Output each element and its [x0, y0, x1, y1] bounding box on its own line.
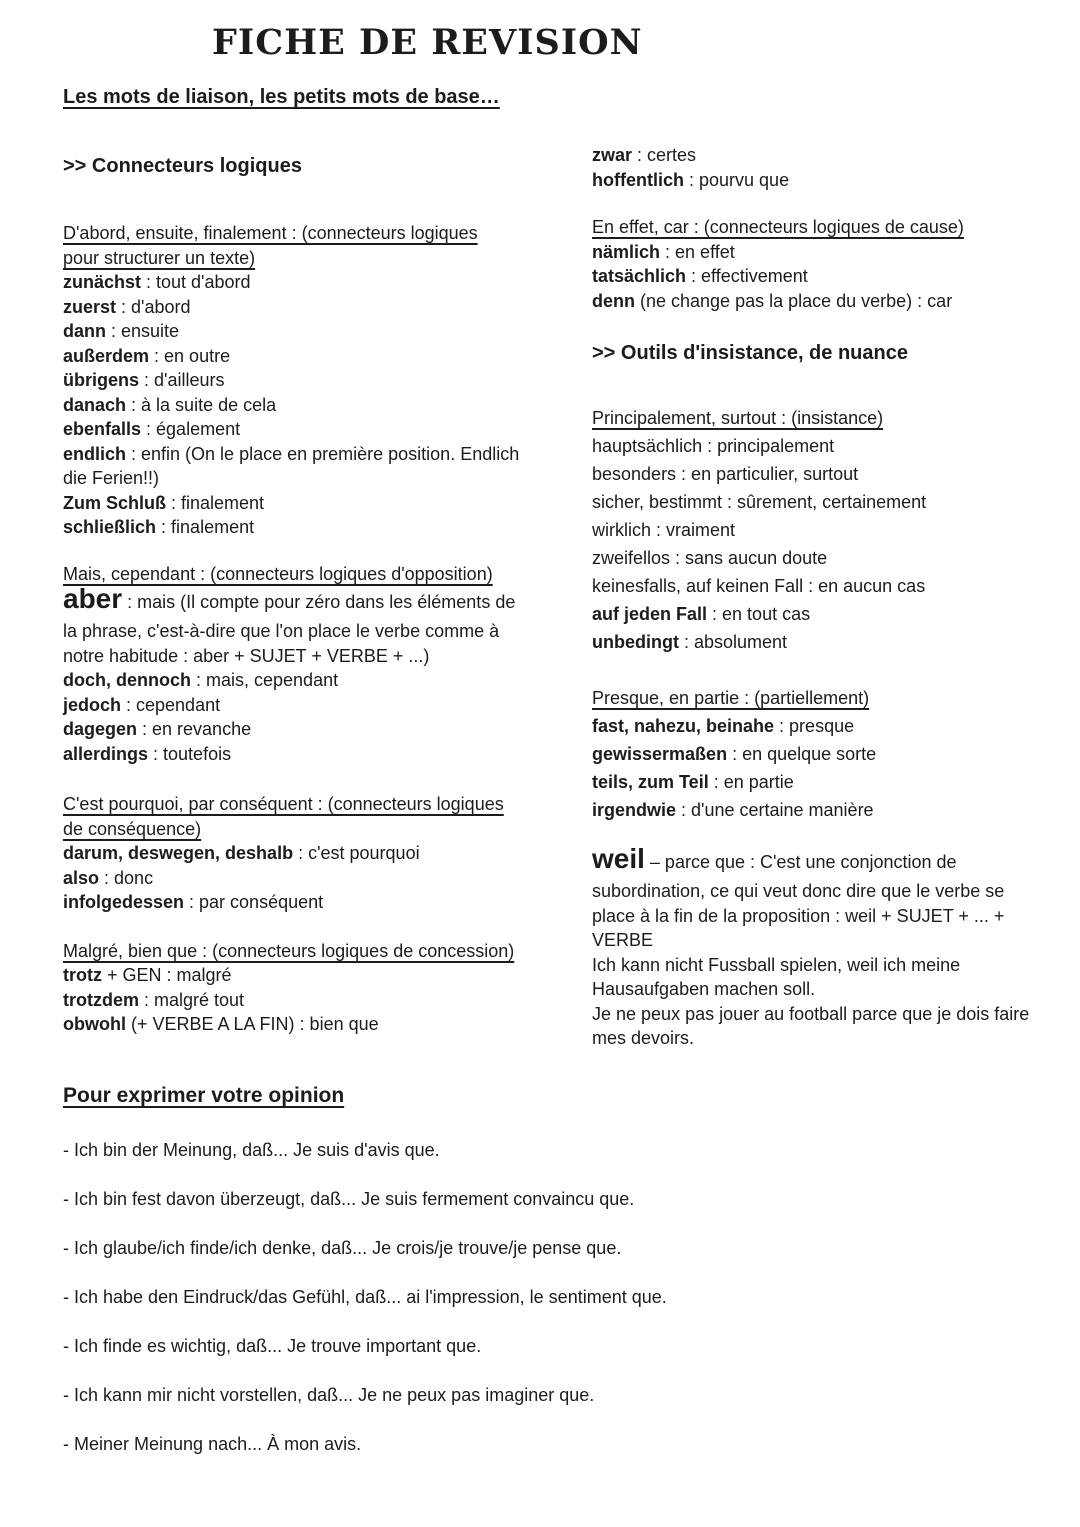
- text-segment: Ich kann nicht Fussball spielen, weil ich meine: [592, 954, 961, 975]
- text-line: [63, 1285, 1063, 1310]
- text-line: [63, 988, 558, 1013]
- text-segment: : tout d'abord: [141, 272, 251, 292]
- text-line: [592, 928, 1052, 953]
- text-segment: : donc: [99, 867, 154, 888]
- text-segment: mes devoirs.: [592, 1028, 695, 1048]
- text-segment: nämlich: [592, 241, 661, 262]
- text-line: [63, 841, 558, 866]
- text-line: [63, 742, 558, 767]
- text-line: [592, 168, 1052, 193]
- section-header: [592, 404, 1052, 432]
- text-line: [592, 544, 1052, 572]
- text-segment: endlich: [63, 443, 127, 464]
- left-column: [63, 153, 558, 1037]
- text-line: [592, 977, 1052, 1002]
- text-segment: : également: [141, 419, 241, 439]
- opinion-section: [63, 1082, 1063, 1457]
- text-segment: - Ich bin fest davon überzeugt, daß... Je suis fermement convaincu que.: [63, 1189, 635, 1209]
- text-line: [592, 340, 1052, 366]
- text-line: [592, 712, 1052, 740]
- text-segment: : absolument: [678, 632, 788, 652]
- text-segment: : par conséquent: [184, 892, 324, 912]
- section-header: [592, 215, 1052, 240]
- text-block: [63, 939, 558, 1037]
- text-segment: - Ich habe den Eindruck/das Gefühl, daß... ai l'impression, le sentiment que.: [63, 1287, 667, 1307]
- section-header: [63, 246, 558, 271]
- text-segment: Presque, en partie : (partiellement): [592, 688, 870, 708]
- section-header: [63, 939, 558, 964]
- text-line: [63, 491, 558, 516]
- text-line: [592, 796, 1052, 824]
- text-line: [592, 143, 1052, 168]
- text-line: [63, 270, 558, 295]
- text-line: [63, 344, 558, 369]
- document-title: FICHE DE REVISION: [212, 22, 643, 63]
- column-heading: [592, 340, 1052, 366]
- text-segment: die Ferien!!): [63, 468, 160, 488]
- text-segment: allerdings: [63, 743, 149, 764]
- section-header: [63, 792, 558, 817]
- text-segment: notre habitude : aber + SUJET + VERBE + ...): [63, 645, 430, 666]
- text-segment: pour structurer un texte): [63, 247, 256, 268]
- text-segment: zwar: [592, 145, 633, 165]
- text-segment: - Ich finde es wichtig, daß... Je trouve important que.: [63, 1336, 482, 1356]
- text-segment: Mais, cependant : (connecteurs logiques d'opposition): [63, 563, 493, 584]
- text-segment: En effet, car : (connecteurs logiques de cause): [592, 217, 964, 237]
- text-line: [592, 1026, 1052, 1051]
- text-segment: keinesfalls, auf keinen Fall : en aucun cas: [592, 576, 926, 596]
- text-segment: : en partie: [708, 772, 794, 792]
- text-segment: unbedingt: [592, 632, 679, 652]
- text-segment: de conséquence): [63, 818, 202, 839]
- text-segment: : en tout cas: [707, 604, 811, 624]
- column-heading: [63, 153, 558, 179]
- text-line: [63, 295, 558, 320]
- text-segment: Zum Schluß: [63, 492, 166, 513]
- text-line: [592, 460, 1052, 488]
- text-line: [592, 628, 1052, 656]
- text-segment: danach: [63, 394, 127, 415]
- text-line: [63, 442, 558, 467]
- text-segment: aber: [63, 583, 123, 614]
- section-header: [592, 684, 1052, 712]
- text-block: [63, 792, 558, 915]
- text-line: [592, 240, 1052, 265]
- text-line: [592, 516, 1052, 544]
- text-segment: : malgré tout: [139, 989, 245, 1010]
- text-line: [63, 393, 558, 418]
- text-block: [592, 143, 1052, 192]
- text-segment: - Ich glaube/ich finde/ich denke, daß... Je crois/je trouve/je pense que.: [63, 1238, 622, 1258]
- text-segment: : ensuite: [106, 321, 180, 341]
- text-segment: zweifellos : sans aucun doute: [592, 548, 828, 568]
- text-line: [592, 572, 1052, 600]
- text-segment: wirklich : vraiment: [592, 520, 736, 540]
- text-segment: obwohl: [63, 1014, 126, 1034]
- text-block: [592, 404, 1052, 656]
- section-header: [63, 221, 558, 246]
- text-segment: dann: [63, 321, 106, 341]
- text-line: [63, 1383, 1063, 1408]
- text-segment: zuerst: [63, 296, 117, 317]
- text-segment: fast, nahezu, beinahe: [592, 716, 775, 736]
- text-block: [592, 215, 1052, 313]
- text-segment: übrigens: [63, 370, 140, 390]
- text-segment: : mais, cependant: [191, 670, 339, 690]
- text-line: [63, 583, 558, 619]
- text-segment: Je ne peux pas jouer au football parce que je dois faire: [592, 1003, 1030, 1024]
- text-segment: Principalement, surtout : (insistance): [592, 408, 884, 428]
- text-segment: hauptsächlich : principalement: [592, 436, 835, 456]
- text-segment: : c'est pourquoi: [293, 843, 420, 863]
- text-segment: : d'ailleurs: [139, 370, 225, 390]
- document-subtitle: Les mots de liaison, les petits mots de base…: [63, 86, 500, 108]
- text-line: [592, 953, 1052, 978]
- text-segment: VERBE: [592, 930, 654, 950]
- text-line: [592, 600, 1052, 628]
- text-line: [63, 963, 558, 988]
- text-block: [63, 562, 558, 767]
- text-segment: darum, deswegen, deshalb: [63, 843, 294, 863]
- text-segment: jedoch: [63, 694, 122, 715]
- text-segment: außerdem: [63, 345, 150, 366]
- text-line: [63, 1138, 1063, 1163]
- text-line: [592, 488, 1052, 516]
- text-segment: schließlich: [63, 517, 157, 537]
- text-segment: : en quelque sorte: [727, 744, 877, 764]
- text-line: [63, 466, 558, 491]
- text-segment: dagegen: [63, 719, 138, 739]
- text-line: [63, 866, 558, 891]
- text-segment: irgendwie: [592, 800, 677, 820]
- text-segment: : finalement: [166, 492, 265, 513]
- text-segment: sicher, bestimmt : sûrement, certainement: [592, 492, 927, 512]
- text-segment: : presque: [774, 716, 855, 736]
- text-segment: - Ich kann mir nicht vorstellen, daß... Je ne peux pas imaginer que.: [63, 1385, 595, 1405]
- section-header: [63, 1082, 1063, 1110]
- text-segment: infolgedessen: [63, 892, 185, 912]
- text-line: [63, 153, 558, 179]
- text-line: [592, 432, 1052, 460]
- section-header: [63, 562, 558, 587]
- text-line: [592, 879, 1052, 904]
- text-block: [592, 684, 1052, 824]
- text-segment: : certes: [632, 145, 697, 165]
- text-segment: ebenfalls: [63, 419, 142, 439]
- text-line: [63, 515, 558, 540]
- text-line: [63, 319, 558, 344]
- text-block: [592, 843, 1052, 1051]
- text-line: [592, 289, 1052, 314]
- text-segment: place à la fin de la proposition : weil + SUJET + ... +: [592, 905, 1005, 926]
- text-segment: : effectivement: [686, 266, 808, 286]
- text-segment: besonders : en particulier, surtout: [592, 464, 859, 484]
- text-segment: denn: [592, 290, 635, 311]
- text-line: [63, 890, 558, 915]
- text-segment: (ne change pas la place du verbe) : car: [635, 290, 953, 311]
- text-segment: : toutefois: [148, 743, 232, 764]
- text-line: [63, 1432, 1063, 1457]
- text-segment: : en outre: [149, 345, 231, 366]
- text-line: [592, 843, 1052, 879]
- text-segment: hoffentlich: [592, 169, 684, 190]
- text-segment: : en revanche: [137, 719, 252, 739]
- text-line: [63, 717, 558, 742]
- text-line: [63, 644, 558, 669]
- text-line: [63, 1236, 1063, 1261]
- text-line: [592, 264, 1052, 289]
- opinion-heading: [63, 1082, 1063, 1110]
- section-header: [63, 817, 558, 842]
- text-segment: Hausaufgaben machen soll.: [592, 979, 816, 999]
- text-segment: : finalement: [156, 517, 255, 537]
- text-segment: zunächst: [63, 272, 142, 292]
- text-segment: also: [63, 867, 100, 888]
- text-segment: >> Outils d'insistance, de nuance: [592, 342, 908, 364]
- text-segment: (+ VERBE A LA FIN) : bien que: [125, 1014, 379, 1034]
- text-line: [63, 1187, 1063, 1212]
- text-line: [63, 619, 558, 644]
- text-segment: auf jeden Fall: [592, 604, 708, 624]
- text-line: [63, 417, 558, 442]
- text-segment: trotzdem: [63, 989, 139, 1010]
- text-segment: Pour exprimer votre opinion: [63, 1084, 345, 1107]
- text-block: [63, 221, 558, 540]
- text-segment: la phrase, c'est-à-dire que l'on place le verbe comme à: [63, 621, 500, 641]
- text-segment: - Ich bin der Meinung, daß... Je suis d'avis que.: [63, 1140, 440, 1160]
- text-segment: tatsächlich: [592, 266, 687, 286]
- text-segment: - Meiner Meinung nach... À mon avis.: [63, 1434, 362, 1454]
- text-segment: : mais (Il compte pour zéro dans les éléments de: [122, 592, 516, 612]
- text-segment: : d'abord: [116, 296, 191, 317]
- text-segment: : à la suite de cela: [126, 394, 277, 415]
- text-segment: subordination, ce qui veut donc dire que le verbe se: [592, 881, 1005, 901]
- text-segment: teils, zum Teil: [592, 772, 709, 792]
- text-line: [63, 693, 558, 718]
- text-segment: gewissermaßen: [592, 744, 728, 764]
- right-column: [592, 143, 1052, 1051]
- text-segment: – parce que : C'est une conjonction de: [644, 852, 957, 872]
- text-segment: : d'une certaine manière: [676, 800, 874, 820]
- text-block: [63, 1138, 1063, 1457]
- text-segment: Malgré, bien que : (connecteurs logiques de concession): [63, 940, 515, 961]
- text-segment: : pourvu que: [684, 169, 790, 190]
- text-line: [592, 904, 1052, 929]
- text-segment: weil: [592, 843, 645, 874]
- text-segment: : enfin (On le place en première position. Endlich: [126, 443, 520, 464]
- text-segment: D'abord, ensuite, finalement : (connecteurs logiques: [63, 223, 478, 243]
- text-segment: doch, dennoch: [63, 670, 191, 690]
- text-segment: C'est pourquoi, par conséquent : (connecteurs logiques: [63, 794, 504, 814]
- text-segment: >> Connecteurs logiques: [63, 155, 302, 177]
- text-line: [592, 1002, 1052, 1027]
- text-segment: : cependant: [121, 694, 221, 715]
- text-segment: trotz: [63, 965, 102, 985]
- text-line: [63, 1012, 558, 1037]
- text-segment: : en effet: [660, 241, 735, 262]
- text-line: [592, 768, 1052, 796]
- text-segment: + GEN : malgré: [102, 965, 232, 985]
- text-line: [592, 740, 1052, 768]
- text-line: [63, 368, 558, 393]
- text-line: [63, 668, 558, 693]
- text-line: [63, 1334, 1063, 1359]
